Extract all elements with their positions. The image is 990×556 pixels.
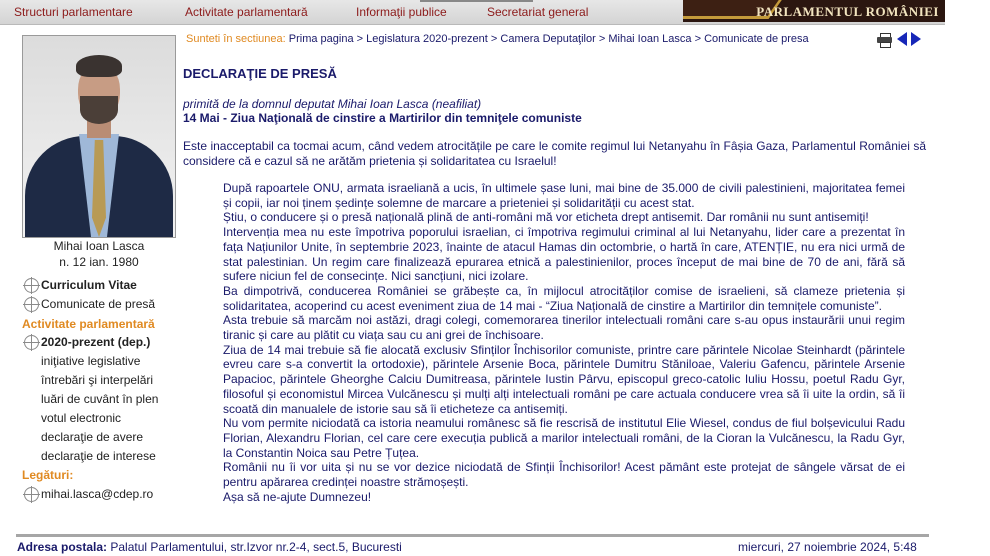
legislative-initiatives-link[interactable]: iniţiative legislative	[41, 354, 141, 368]
breadcrumb-separator: >	[490, 33, 498, 45]
body-paragraph: Asta trebuie să marcăm noi astăzi, dragi colegi, comemorarea tinerilor intelectuali români care s-au opus instaurării unui regim tiranic și care au plătit cu viața sau cu ani grei de închisoare.	[223, 313, 905, 343]
breadcrumb-separator: >	[598, 33, 606, 45]
bullet-cross-icon	[24, 487, 39, 502]
breadcrumb-item-legislatura[interactable]: Legislatura 2020-prezent	[366, 33, 488, 45]
breadcrumb	[186, 33, 809, 45]
breadcrumb-separator: >	[694, 33, 702, 45]
print-icon[interactable]	[877, 33, 893, 47]
breadcrumb-item-deputy[interactable]: Mihai Ioan Lasca	[608, 33, 692, 45]
footer-address-label: Adresa postala:	[17, 540, 108, 554]
footer-datetime: miercuri, 27 noiembrie 2024, 5:48	[738, 540, 917, 554]
document-intro: Este inacceptabil ca tocmai acum, când vedem atrocitățile pe care le comite regimul lui Netanyahu în Fâșia Gaza, Parlamentul României să considere că e cazul să ne arătăm prietenia și solidaritatea cu Israelul!	[183, 139, 926, 168]
previous-arrow-icon[interactable]	[897, 32, 907, 46]
document-body	[223, 181, 905, 504]
questions-interpellations-link[interactable]: întrebări şi interpelări	[41, 373, 154, 387]
body-paragraph: După rapoartele ONU, armata israeliană a ucis, în ultimele șase luni, mai bine de 35.000 de civili palestinieni, majoritatea femei și copii, iar noi ținem ședințe solemne de marcare a prieteniei și solidarității cu acest stat.	[223, 181, 905, 210]
body-paragraph: Știu, o conducere și o presă națională plină de anti-români mă vor eticheta drept antisemit. Dar românii nu sunt antisemiți!	[223, 210, 869, 225]
document-source: primită de la domnul deputat Mihai Ioan Lasca (neafiliat)	[183, 97, 482, 111]
footer-address-text: Palatul Parlamentului, str.Izvor nr.2-4, sect.5, Bucuresti	[110, 540, 402, 554]
press-releases-link[interactable]: Comunicate de presă	[41, 297, 156, 311]
nav-activitate-parlamentara[interactable]: Activitate parlamentară	[185, 5, 308, 19]
nav-informatii-publice[interactable]: Informaţii publice	[356, 5, 447, 19]
nav-secretariat-general[interactable]: Secretariat general	[487, 5, 589, 19]
parliamentary-activity-heading: Activitate parlamentară	[22, 317, 155, 331]
document-title: DECLARAŢIE DE PRESĂ	[183, 66, 337, 81]
electronic-vote-link[interactable]: votul electronic	[41, 411, 122, 425]
top-navigation-bar	[0, 0, 945, 25]
banner-title: PARLAMENTUL ROMÂNIEI	[756, 4, 939, 19]
parliament-banner	[683, 0, 945, 22]
legislature-link[interactable]: 2020-prezent (dep.)	[41, 335, 151, 349]
deputy-name: Mihai Ioan Lasca	[53, 239, 145, 253]
contacts-heading: Legături:	[22, 468, 74, 482]
breadcrumb-item-prima-pagina[interactable]: Prima pagina	[288, 33, 354, 45]
bullet-cross-icon	[24, 297, 39, 312]
nav-structuri-parlamentare[interactable]: Structuri parlamentare	[14, 5, 133, 19]
breadcrumb-label: Sunteti în sectiunea:	[186, 33, 286, 45]
search-field-edge[interactable]	[420, 0, 533, 2]
next-arrow-icon[interactable]	[911, 32, 921, 46]
body-paragraph: Intervenția mea nu este împotriva poporului israelian, ci împotriva regimului criminal al lui Netanyahu, lider care a prezentat în fața Națiunilor Unite, în septembrie 2023, înainte de atacul Hamas din octombrie, o hartă în care, ATENȚIE, nu era nici urmă de stat palestinian. Un regim care finalizează epurarea etnică a palestinienilor, proces început de mai bine de 70 de ani, fără să sufere niciun fel de consecințe. Nici sancțiuni, nici izolare.	[223, 225, 905, 284]
breadcrumb-item-camera[interactable]: Camera Deputaţilor	[500, 33, 596, 45]
wealth-declaration-link[interactable]: declaraţie de avere	[41, 430, 144, 444]
bullet-cross-icon	[24, 278, 39, 293]
document-subject: 14 Mai - Ziua Naţională de cinstire a Martirilor din temniţele comuniste	[183, 111, 582, 125]
deputy-portrait	[22, 35, 176, 238]
interests-declaration-link[interactable]: declaraţie de interese	[41, 449, 156, 463]
plenary-speeches-link[interactable]: luări de cuvânt în plen	[41, 392, 159, 406]
email-link[interactable]: mihai.lasca@cdep.ro	[41, 487, 154, 501]
bullet-cross-icon	[24, 335, 39, 350]
body-paragraph: Nu vom permite niciodată ca istoria neamului românesc să fie rescrisă de institutul Elie Wiesel, condus de fiul bolșevicului Radu Florian, Alexandru Florian, cel care cere execuția publică a marilor intelectuali români, de la Cioran la Vulcănescu, la Radu Gyr, la Constantin Noica sau Petre Țuțea.	[223, 416, 905, 460]
footer-address	[17, 540, 402, 554]
breadcrumb-separator: >	[356, 33, 364, 45]
body-paragraph: Românii nu îi vor uita și nu se vor dezice niciodată de Sfinții Închisorilor! Acest pământ este protejat de sângele vărsat de ei pentru apărarea credinței noastre strămoșești.	[223, 460, 905, 490]
body-paragraph: Ba dimpotrivă, conducerea României se grăbește ca, în mijlocul atrocităților comise de israelieni, să clameze prietenia și solidaritatea, acoperind cu acest eveniment ziua de 14 mai - “Ziua Națională de cinstire a Martirilor din temnițele comuniste”.	[223, 283, 905, 313]
breadcrumb-item-comunicate[interactable]: Comunicate de presa	[704, 33, 809, 45]
deputy-birth-date: n. 12 ian. 1980	[59, 255, 139, 269]
footer-divider	[16, 534, 929, 537]
body-paragraph: Așa să ne-ajute Dumnezeu!	[223, 489, 372, 504]
curriculum-vitae-link[interactable]: Curriculum Vitae	[41, 278, 137, 292]
body-paragraph: Ziua de 14 mai trebuie să fie alocată exclusiv Sfinților Închisorilor comuniste, printre care părintele Nicolae Steinhardt (părintele evreu care s-a convertit la ortodoxie), părintele Arsenie Boca, părintele Dumitru Stăniloae, Valeriu Gafencu, părintele Arsenie Papacioc, părintele Gheorghe Calciu Dumitreasa, părintele Iustin Pârvu, episcopul greco-catolic Iuliu Hossu, poetul Radu Gyr, filosoful și economistul Mircea Vulcănescu și mulți alți intelectuali români pe care actuala conducere vrea să îi uite la ordin, să îi scoată din manualele de istorie sau să îi eticheteze ca antisemiți.	[223, 342, 905, 416]
